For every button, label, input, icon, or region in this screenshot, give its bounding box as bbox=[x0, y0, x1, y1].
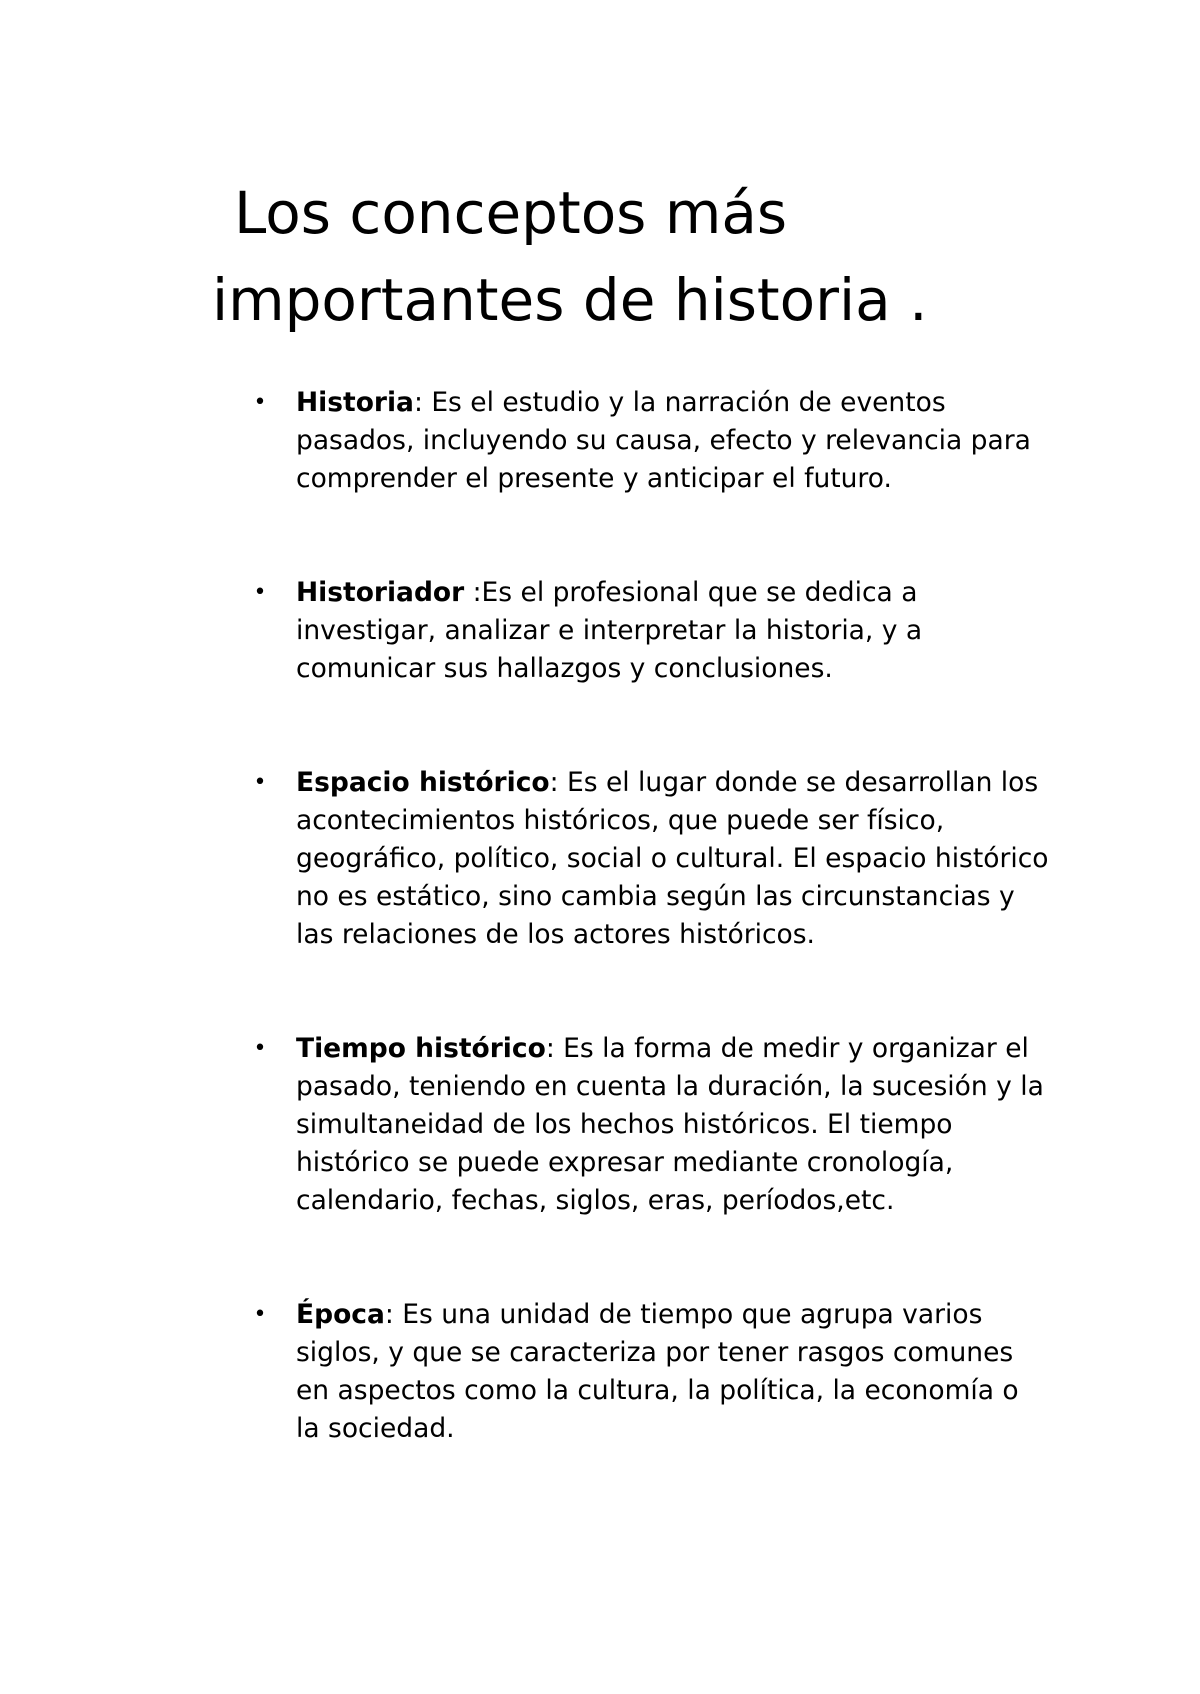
bullet-icon: • bbox=[253, 580, 267, 605]
concept-definition: Es el estudio y la narración de eventos pasados, incluyendo su causa, efecto y relevancia para comprender el presente y anticipar el futuro. bbox=[296, 387, 1031, 494]
bullet-icon: • bbox=[253, 390, 267, 415]
concept-separator: : bbox=[464, 577, 482, 608]
title-line-2: importantes de historia . bbox=[212, 266, 928, 334]
concept-term: Época bbox=[296, 1299, 385, 1330]
concept-item-historia bbox=[250, 384, 1050, 498]
bullet-icon: • bbox=[253, 770, 267, 795]
concept-item-tiempo-historico bbox=[250, 1030, 1050, 1220]
title-line-1: Los conceptos más bbox=[234, 179, 788, 247]
concept-definition: Es el profesional que se dedica a investigar, analizar e interpretar la historia, y a comunicar sus hallazgos y conclusiones. bbox=[296, 577, 923, 684]
page-title bbox=[212, 170, 1112, 344]
concept-definition: Es la forma de medir y organizar el pasado, teniendo en cuenta la duración, la sucesión y la simultaneidad de los hechos históricos. El tiempo histórico se puede expresar mediante cronología, calendario, fechas, siglos, eras, períodos,etc. bbox=[296, 1033, 1044, 1216]
concept-item-epoca bbox=[250, 1296, 1050, 1448]
concept-separator: : bbox=[545, 1033, 555, 1064]
concept-item-historiador bbox=[250, 574, 1050, 688]
concept-term: Tiempo histórico bbox=[296, 1033, 546, 1064]
concept-definition: Es una unidad de tiempo que agrupa varios siglos, y que se caracteriza por tener rasgos comunes en aspectos como la cultura, la política, la economía o la sociedad. bbox=[296, 1299, 1019, 1444]
concept-separator: : bbox=[413, 387, 423, 418]
bullet-icon: • bbox=[253, 1302, 267, 1327]
concept-separator: : bbox=[549, 767, 559, 798]
concept-term: Espacio histórico bbox=[296, 767, 550, 798]
concept-definition: Es el lugar donde se desarrollan los acontecimientos históricos, que puede ser físico, geográfico, político, social o cultural. El espacio histórico no es estático, sino cambia según las circunstancias y las relaciones de los actores históricos. bbox=[296, 767, 1049, 950]
concept-item-espacio-historico bbox=[250, 764, 1050, 954]
concept-term: Historia bbox=[296, 387, 414, 418]
bullet-icon: • bbox=[253, 1036, 267, 1061]
concept-list bbox=[250, 384, 1050, 1524]
concept-term: Historiador bbox=[296, 577, 465, 608]
concept-separator: : bbox=[384, 1299, 394, 1330]
